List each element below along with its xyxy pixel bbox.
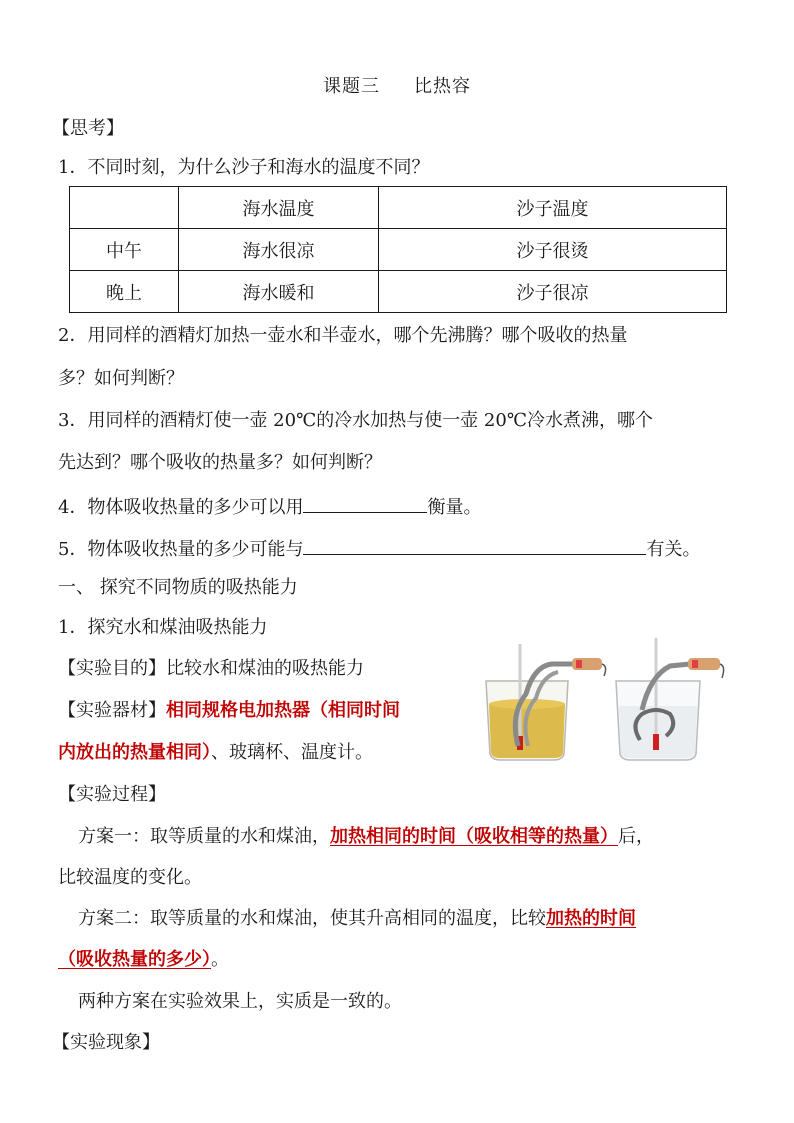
plan-2-line2 (58, 948, 229, 972)
oil-beaker-image (486, 644, 606, 760)
table-cell: 沙子很凉 (379, 271, 727, 313)
table-row (70, 229, 727, 271)
equipment-label: 【实验器材】 (58, 700, 166, 721)
phenomenon-header: 【实验现象】 (52, 1032, 160, 1053)
plan-2-line1 (78, 907, 636, 931)
plan-2-red-text: 加热的时间 (546, 908, 636, 929)
lesson-number: 课题三 (323, 76, 380, 97)
process-header: 【实验过程】 (58, 784, 166, 805)
experiment-purpose: 【实验目的】比较水和煤油的吸热能力 (58, 658, 364, 679)
section-heading: 一、 探究不同物质的吸热能力 (58, 577, 298, 598)
question-3-line1: 3．用同样的酒精灯使一壶 20℃的冷水加热与使一壶 20℃冷水煮沸，哪个 (58, 410, 653, 431)
question-5-suffix: 有关。 (646, 539, 701, 560)
think-header: 【思考】 (52, 118, 124, 139)
equipment-line2 (58, 741, 373, 765)
page-title (0, 72, 794, 98)
plan-2-suffix: 。 (211, 949, 229, 970)
equipment-red-text: 内放出的热量相同） (58, 742, 211, 763)
table-cell: 海水温度 (179, 187, 379, 229)
equipment-rest: 、玻璃杯、温度计。 (211, 742, 373, 763)
table-header-row (70, 187, 727, 229)
plan-1-line2: 比较温度的变化。 (58, 867, 202, 888)
plan-2-text: 方案二：取等质量的水和煤油，使其升高相同的温度，比较 (78, 908, 546, 929)
subsection-heading: 1．探究水和煤油吸热能力 (58, 617, 268, 638)
answer-blank[interactable] (303, 534, 646, 555)
table-cell (70, 187, 179, 229)
question-2-line1: 2．用同样的酒精灯加热一壶水和半壶水，哪个先沸腾？哪个吸收的热量 (58, 325, 628, 346)
equipment-line1 (58, 699, 400, 723)
plan-1-suffix: 后， (618, 826, 654, 847)
question-4-suffix: 衡量。 (427, 497, 482, 518)
question-4 (58, 492, 481, 520)
beakers-illustration (480, 636, 740, 766)
question-3-line2: 先达到？哪个吸收的热量多？如何判断？ (58, 452, 382, 473)
question-1: 1．不同时刻，为什么沙子和海水的温度不同？ (58, 157, 430, 178)
plan-2-red-text: （吸收热量的多少） (58, 949, 211, 970)
question-5 (58, 534, 700, 562)
question-5-text: 5．物体吸收热量的多少可能与 (58, 539, 304, 560)
table-row (70, 271, 727, 313)
plan-1-red-text: 加热相同的时间（吸收相等的热量） (330, 826, 618, 847)
table-cell: 海水很凉 (179, 229, 379, 271)
table-cell: 中午 (70, 229, 179, 271)
plan-1-line1 (78, 825, 654, 849)
table-cell: 沙子温度 (379, 187, 727, 229)
table-cell: 沙子很烫 (379, 229, 727, 271)
answer-blank[interactable] (303, 492, 427, 513)
water-beaker-image (616, 638, 724, 760)
equipment-red-text: 相同规格电加热器（相同时间 (166, 700, 400, 721)
conclusion: 两种方案在实验效果上，实质是一致的。 (78, 991, 402, 1012)
plan-1-text: 方案一：取等质量的水和煤油， (78, 826, 330, 847)
question-2-line2: 多？如何判断？ (58, 368, 184, 389)
question-4-text: 4．物体吸收热量的多少可以用 (58, 497, 304, 518)
lesson-topic: 比热容 (414, 76, 471, 97)
temperature-table (69, 186, 727, 313)
table-cell: 晚上 (70, 271, 179, 313)
table-cell: 海水暖和 (179, 271, 379, 313)
